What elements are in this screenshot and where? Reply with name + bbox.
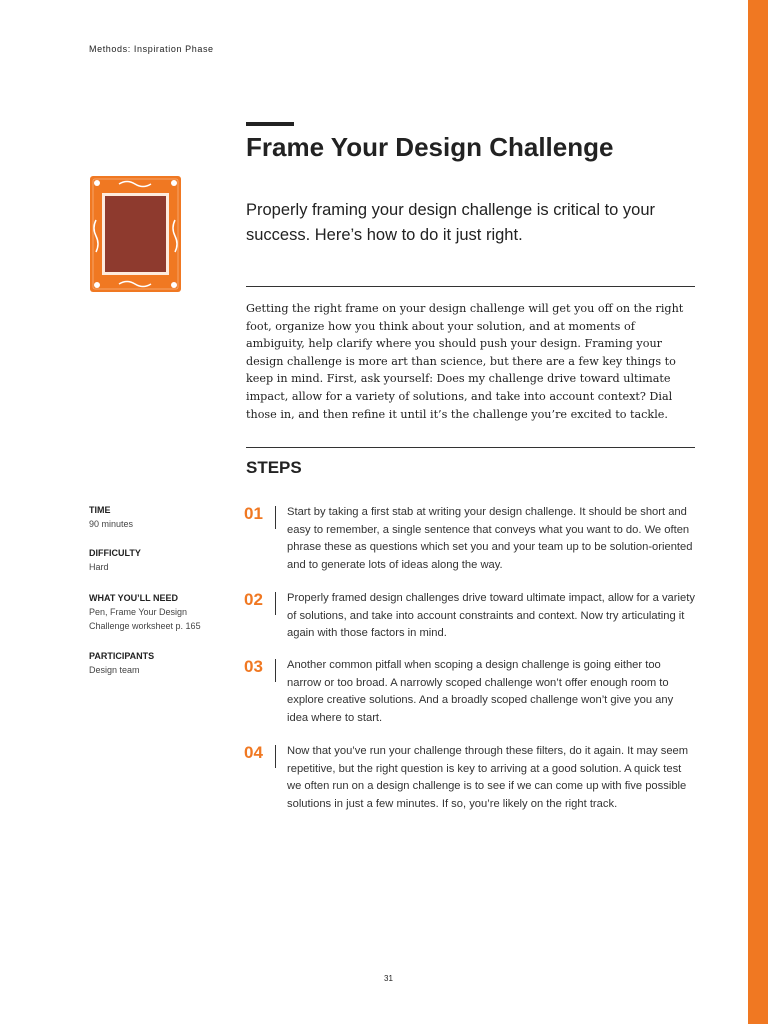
orange-edge-bar — [748, 0, 768, 1024]
step-text: Properly framed design challenges drive toward ultimate impact, allow for a variety of solutions, and take into account constraints and context. Now try articulating it again with those factors in mind. — [287, 592, 695, 640]
meta-participants — [89, 650, 229, 677]
page-number: 31 — [384, 974, 393, 983]
step-bar — [275, 745, 276, 768]
step-bar — [275, 659, 276, 682]
meta-time-value: 90 minutes — [89, 519, 134, 529]
meta-difficulty — [89, 547, 229, 574]
divider — [246, 447, 695, 448]
step-number: 01 — [244, 504, 263, 523]
steps-heading: STEPS — [246, 458, 302, 477]
step-number: 02 — [244, 590, 263, 609]
meta-time — [89, 504, 229, 531]
page-subtitle: Properly framing your design challenge is critical to your success. Here’s how to do it just right. — [246, 201, 656, 244]
meta-time-label: TIME — [89, 505, 111, 515]
title-rule — [246, 122, 294, 126]
meta-participants-label: PARTICIPANTS — [89, 651, 155, 661]
step-number: 03 — [244, 657, 263, 676]
meta-difficulty-label: DIFFICULTY — [89, 548, 141, 558]
page-title: Frame Your Design Challenge — [246, 132, 614, 162]
step-bar — [275, 592, 276, 615]
step-text: Start by taking a first stab at writing your design challenge. It should be short and easy to remember, a single sentence that conveys what you want to do. We often phrase these as questions which set you and your team up to be solution-oriented and to generate lots of ideas along the way. — [287, 506, 693, 571]
step-text: Another common pitfall when scoping a design challenge is going either too narrow or too broad. A narrowly scoped challenge won’t offer enough room to explore creative solutions. And a broadly scoped challenge won’t give you any idea where to start. — [287, 659, 674, 724]
step-number: 04 — [244, 743, 263, 762]
meta-participants-value: Design team — [89, 665, 140, 675]
divider — [246, 286, 695, 287]
step-bar — [275, 506, 276, 529]
picture-frame-icon — [89, 175, 182, 293]
meta-need — [89, 592, 217, 633]
step-text: Now that you’ve run your challenge through these filters, do it again. It may seem repetitive, but the right question is key to arriving at a good solution. A quick test we often run on a design challenge is to see if we can come up with five possible solutions in just a few minutes. If so, you’re likely on the right track. — [287, 745, 689, 810]
meta-need-label: WHAT YOU’LL NEED — [89, 593, 179, 603]
meta-need-value: Pen, Frame Your Design Challenge worksheet p. 165 — [89, 607, 201, 631]
section-header: Methods: Inspiration Phase — [89, 44, 214, 54]
meta-difficulty-value: Hard — [89, 562, 109, 572]
intro-paragraph: Getting the right frame on your design challenge will get you off on the right foot, organize how you think about your solution, and at moments of ambiguity, help clarify where you should push your design. Framing your design challenge is more art than science, but there are a few key things to keep in mind. First, ask yourself: Does my challenge drive toward ultimate impact, allow for a variety of solutions, and take into account context? Dial those in, and then refine it until it’s the challenge you’re excited to tackle. — [246, 302, 684, 421]
